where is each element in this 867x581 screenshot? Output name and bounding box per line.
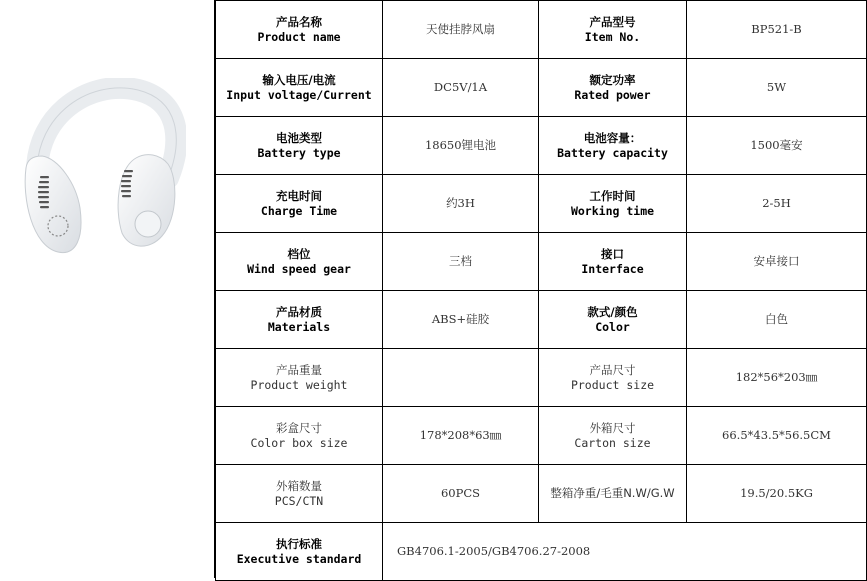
spec-row-standard: [216, 523, 867, 581]
label-cn: 额定功率: [589, 72, 636, 87]
spec-value: 2-5H: [687, 175, 867, 233]
label-en: Color box size: [250, 435, 348, 450]
spec-table: [215, 0, 867, 581]
spec-value: 白色: [687, 291, 867, 349]
spec-label: [216, 117, 383, 175]
label-cn: 执行标准: [276, 536, 322, 551]
label-cn: 款式/颜色: [587, 304, 638, 319]
spec-label: [216, 349, 383, 407]
spec-label: [539, 349, 687, 407]
spec-value: 5W: [687, 59, 867, 117]
spec-row: [216, 233, 867, 291]
standard-value: GB4706.1-2005/GB4706.27-2008: [383, 523, 867, 581]
spec-value: 安卓接口: [687, 233, 867, 291]
spec-label: [539, 175, 687, 233]
label-en: Color: [595, 319, 630, 334]
spec-label: [539, 59, 687, 117]
spec-row: [216, 349, 867, 407]
spec-value: 19.5/20.5KG: [687, 465, 867, 523]
spec-label: [539, 117, 687, 175]
label-cn: 充电时间: [276, 188, 322, 203]
label-cn: 档位: [287, 246, 311, 261]
spec-row: [216, 407, 867, 465]
spec-value: 182*56*203㎜: [687, 349, 867, 407]
spec-value: ABS+硅胶: [383, 291, 539, 349]
label-en: Rated power: [574, 87, 651, 102]
spec-label: [216, 175, 383, 233]
label-cn: 外箱尺寸: [589, 420, 636, 435]
spec-row: [216, 59, 867, 117]
spec-label: [539, 1, 687, 59]
spec-label: [216, 233, 383, 291]
spec-label: [216, 59, 383, 117]
label-cn: 彩盒尺寸: [276, 420, 322, 435]
spec-label: [216, 291, 383, 349]
label-en: Battery capacity: [557, 145, 668, 160]
label-en: Input voltage/Current: [226, 87, 372, 102]
spec-value: DC5V/1A: [383, 59, 539, 117]
label-en: Battery type: [257, 145, 341, 160]
label-en: Executive standard: [236, 551, 362, 566]
spec-value: 18650锂电池: [383, 117, 539, 175]
label-en: Product size: [570, 377, 655, 392]
spec-value: BP521-B: [687, 1, 867, 59]
spec-value: 约3H: [383, 175, 539, 233]
spec-label: [216, 1, 383, 59]
label-cn: 产品名称: [276, 14, 322, 29]
spec-row: [216, 465, 867, 523]
label-cn: 接口: [601, 246, 624, 261]
spec-label: [539, 291, 687, 349]
spec-label: [216, 523, 383, 581]
spec-label: [539, 407, 687, 465]
spec-value: 三档: [383, 233, 539, 291]
label-en: Interface: [581, 261, 644, 276]
spec-value: 178*208*63㎜: [383, 407, 539, 465]
spec-value: [383, 349, 539, 407]
spec-label: [216, 407, 383, 465]
spec-row: [216, 175, 867, 233]
label-en: Materials: [267, 319, 331, 334]
label-en: Working time: [570, 203, 655, 218]
label-cn: 产品材质: [276, 304, 322, 319]
product-image-cell: [0, 0, 215, 578]
label-cn: 电池类型: [276, 130, 322, 145]
spec-row: [216, 1, 867, 59]
spec-label: [539, 233, 687, 291]
label-cn: 产品尺寸: [589, 362, 636, 377]
label-en: Product name: [257, 29, 341, 44]
spec-row: [216, 117, 867, 175]
label-cn: 产品型号: [589, 14, 636, 29]
label-en: Carton size: [574, 435, 651, 450]
label-en: Wind speed gear: [247, 261, 351, 276]
label-en: Item No.: [584, 29, 641, 44]
label-cn: 产品重量: [276, 362, 322, 377]
label-cn: 工作时间: [589, 188, 636, 203]
neck-fan-image: [18, 78, 186, 258]
label-cn: 电池容量：: [583, 130, 642, 145]
label-en: PCS/CTN: [274, 493, 324, 508]
label-cn: 输入电压/电流: [262, 72, 336, 87]
spec-label: [539, 465, 687, 523]
label-en: Product weight: [250, 377, 348, 392]
spec-value: 1500毫安: [687, 117, 867, 175]
spec-value: 66.5*43.5*56.5CM: [687, 407, 867, 465]
label-en: Charge Time: [260, 203, 338, 218]
spec-row: [216, 291, 867, 349]
label-cn: 整箱净重/毛重N.W/G.W: [550, 486, 675, 500]
spec-value: 60PCS: [383, 465, 539, 523]
spec-label: [216, 465, 383, 523]
spec-value: 天使挂脖风扇: [383, 1, 539, 59]
label-cn: 外箱数量: [276, 478, 322, 493]
